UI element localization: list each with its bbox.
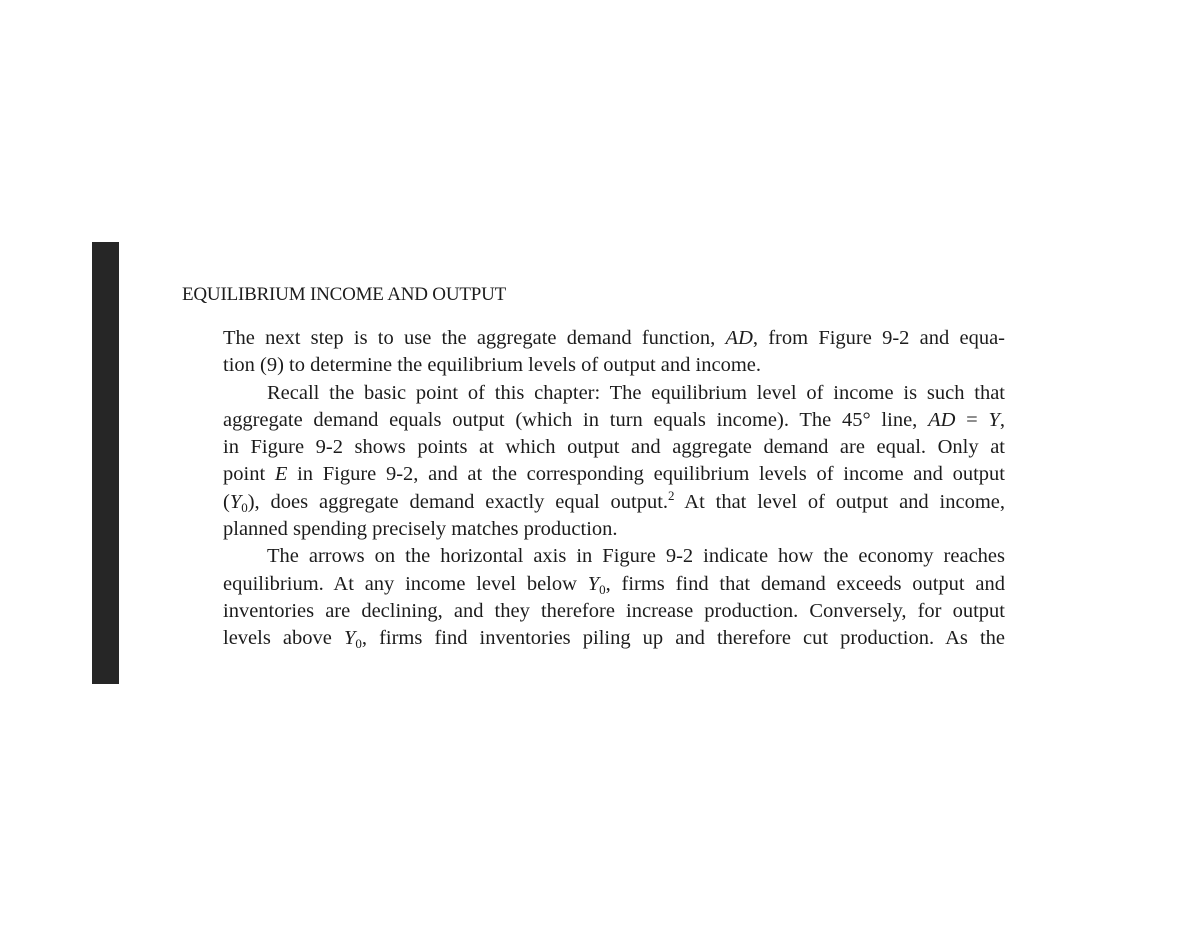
text-line: in Figure 9-2 shows points at which output and aggregate demand are equal. Only at bbox=[223, 436, 1005, 459]
paragraph-3 bbox=[223, 543, 1005, 652]
footnote-marker: 2 bbox=[668, 487, 675, 503]
paragraph-1 bbox=[223, 325, 1005, 380]
section-heading: EQUILIBRIUM INCOME AND OUTPUT bbox=[182, 284, 507, 305]
text-line: point E in Figure 9-2, and at the corresponding equilibrium levels of income and output bbox=[223, 463, 1005, 486]
paragraph-2 bbox=[223, 380, 1005, 544]
text-line: $(Y_0)$, does aggregate demand exactly equal output.$^2$ At that level of output and income, bbox=[223, 487, 1005, 515]
text-line: levels above $Y_0$, firms find inventories piling up and therefore cut production. As the bbox=[223, 627, 1005, 652]
text-line: equilibrium. At any income level below $Y_0$, firms find that demand exceeds output and bbox=[223, 572, 1005, 597]
page-edge-shadow bbox=[92, 242, 119, 684]
text-line: aggregate demand equals output (which in turn equals income). The 45° line, AD = Y, bbox=[223, 408, 1006, 431]
body-text bbox=[223, 325, 1005, 653]
text-line: The arrows on the horizontal axis in Figure 9-2 indicate how the economy reaches bbox=[267, 545, 1005, 568]
text-line: planned spending precisely matches production. bbox=[223, 518, 618, 541]
text-line: tion (9) to determine the equilibrium levels of output and income. bbox=[223, 354, 761, 377]
text-line: The next step is to use the aggregate demand function, AD, from Figure 9-2 and equa- bbox=[223, 327, 1005, 349]
text-line: Recall the basic point of this chapter: The equilibrium level of income is such that bbox=[267, 381, 1005, 404]
text-line: inventories are declining, and they therefore increase production. Conversely, for output bbox=[223, 599, 1005, 622]
